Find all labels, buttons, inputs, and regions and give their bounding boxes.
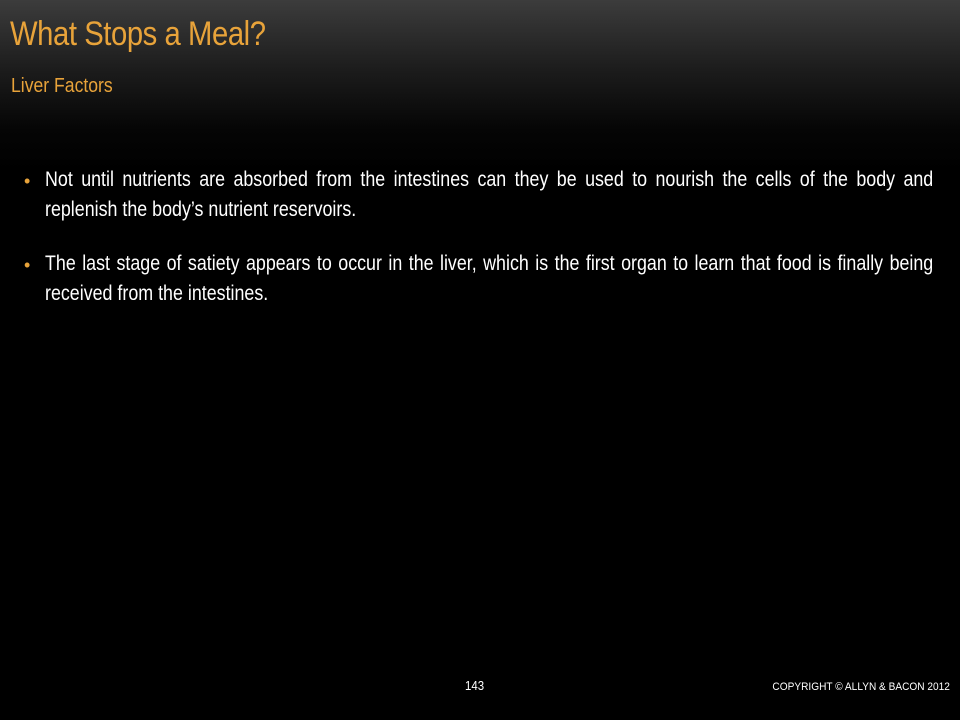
page-number: 143 [465,678,485,693]
bullet-dot-icon: • [24,255,31,275]
bullet-item [0,249,960,309]
slide-subtitle: Liver Factors [11,75,113,97]
bullet-dot-icon: • [24,171,31,191]
bullet-list [0,165,960,333]
copyright-notice: COPYRIGHT © ALLYN & BACON 2012 [772,681,950,693]
slide-title: What Stops a Meal? [10,15,266,53]
bullet-text: Not until nutrients are absorbed from the intestines can they be used to nourish the cells of the body and replenish the body’s nutrient reservoirs. [45,168,934,221]
bullet-item [0,165,960,225]
bullet-text: The last stage of satiety appears to occur in the liver, which is the first organ to learn that food is finally being received from the intestines. [45,252,934,305]
